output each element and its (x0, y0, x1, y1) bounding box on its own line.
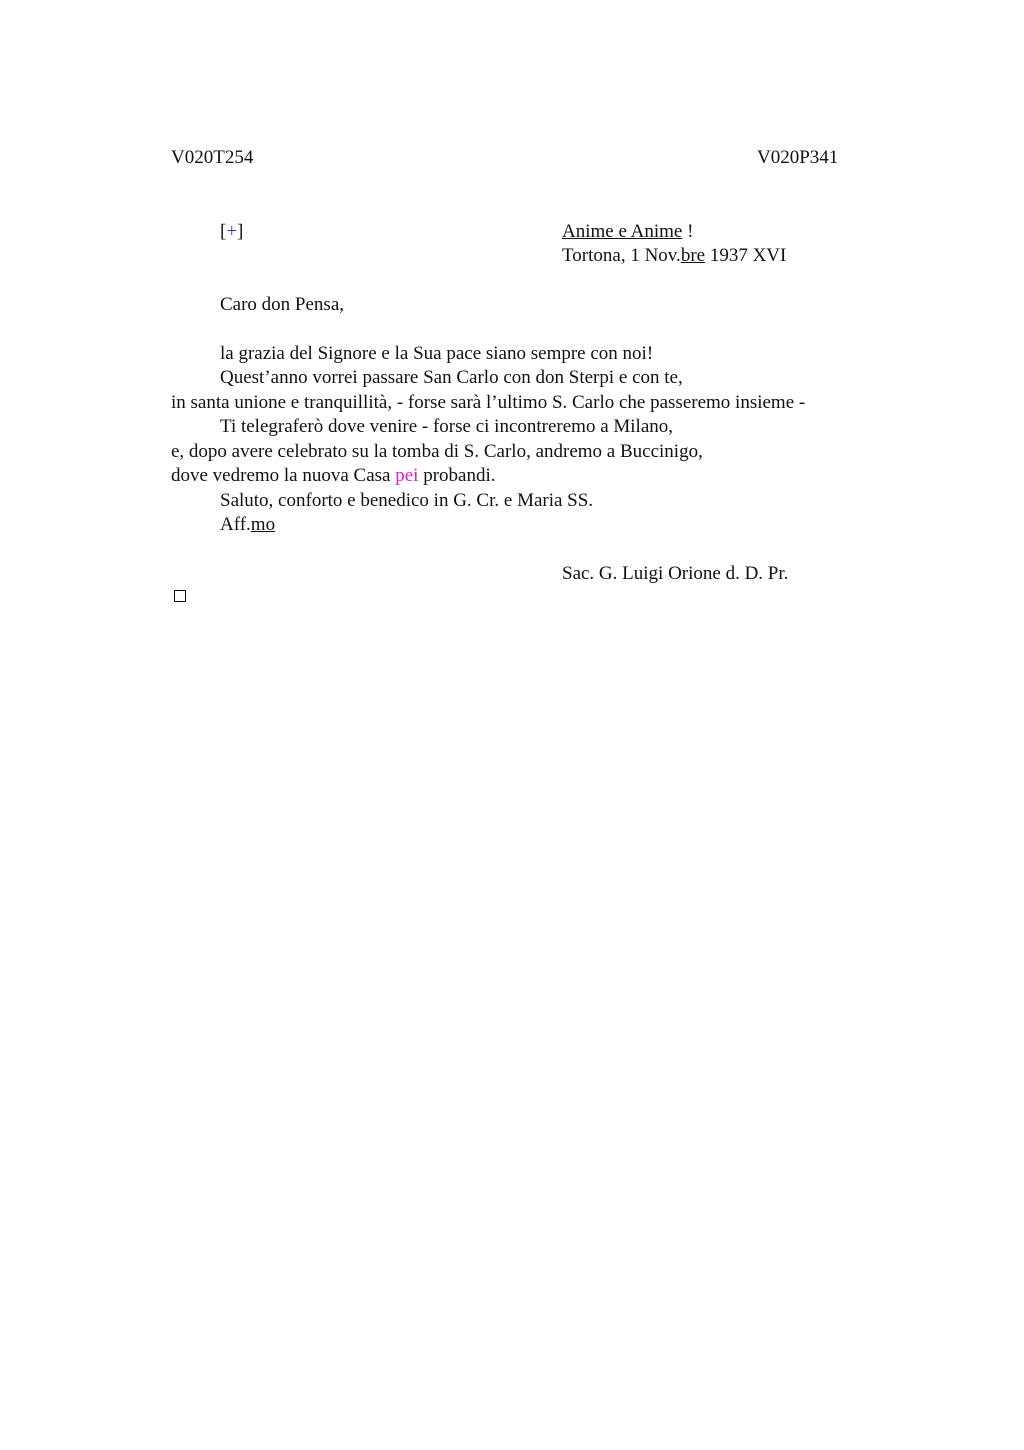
motto-punctuation: ! (682, 221, 694, 242)
closing (220, 513, 275, 537)
body-line-6-start: dove vedremo la nuova Casa (171, 465, 396, 486)
body-line-3: in santa unione e tranquillità, - forse sarà l’ultimo S. Carlo che passeremo insieme - (171, 392, 806, 413)
body-line-2: Quest’anno vorrei passare San Carlo con don Sterpi e con te, (220, 367, 683, 388)
closing-prefix: Aff. (220, 514, 251, 535)
date-line (562, 244, 786, 268)
motto: Anime e Anime (562, 221, 683, 242)
body-line-5: e, dopo avere celebrato su la tomba di S. Carlo, andremo a Buccinigo, (171, 441, 703, 462)
body-line-6 (171, 464, 496, 488)
body-line-1: la grazia del Signore e la Sua pace siano sempre con noi! (220, 343, 654, 364)
marker-open-bracket: [ (220, 221, 227, 242)
date-month-abbrev: bre (680, 245, 706, 266)
marker-close-bracket: ] (237, 221, 244, 242)
highlighted-word: pei (395, 465, 419, 486)
cross-marker (220, 220, 243, 244)
body-line-4: Ti telegraferò dove venire - forse ci incontreremo a Milano, (220, 416, 674, 437)
motto-line (562, 220, 693, 244)
date-prefix: Tortona, 1 Nov. (562, 245, 681, 266)
signature: Sac. G. Luigi Orione d. D. Pr. (562, 563, 789, 584)
cross-icon: + (226, 221, 238, 242)
body-line-6-end: probandi. (418, 465, 496, 486)
date-suffix: 1937 XVI (705, 245, 787, 266)
document-code-left: V020T254 (171, 147, 254, 168)
body-line-7: Saluto, conforto e benedico in G. Cr. e Maria SS. (220, 490, 594, 511)
end-marker-box-icon (174, 590, 186, 602)
greeting: Caro don Pensa, (220, 294, 345, 315)
closing-suffix: mo (250, 514, 276, 535)
document-code-right: V020P341 (757, 147, 839, 168)
